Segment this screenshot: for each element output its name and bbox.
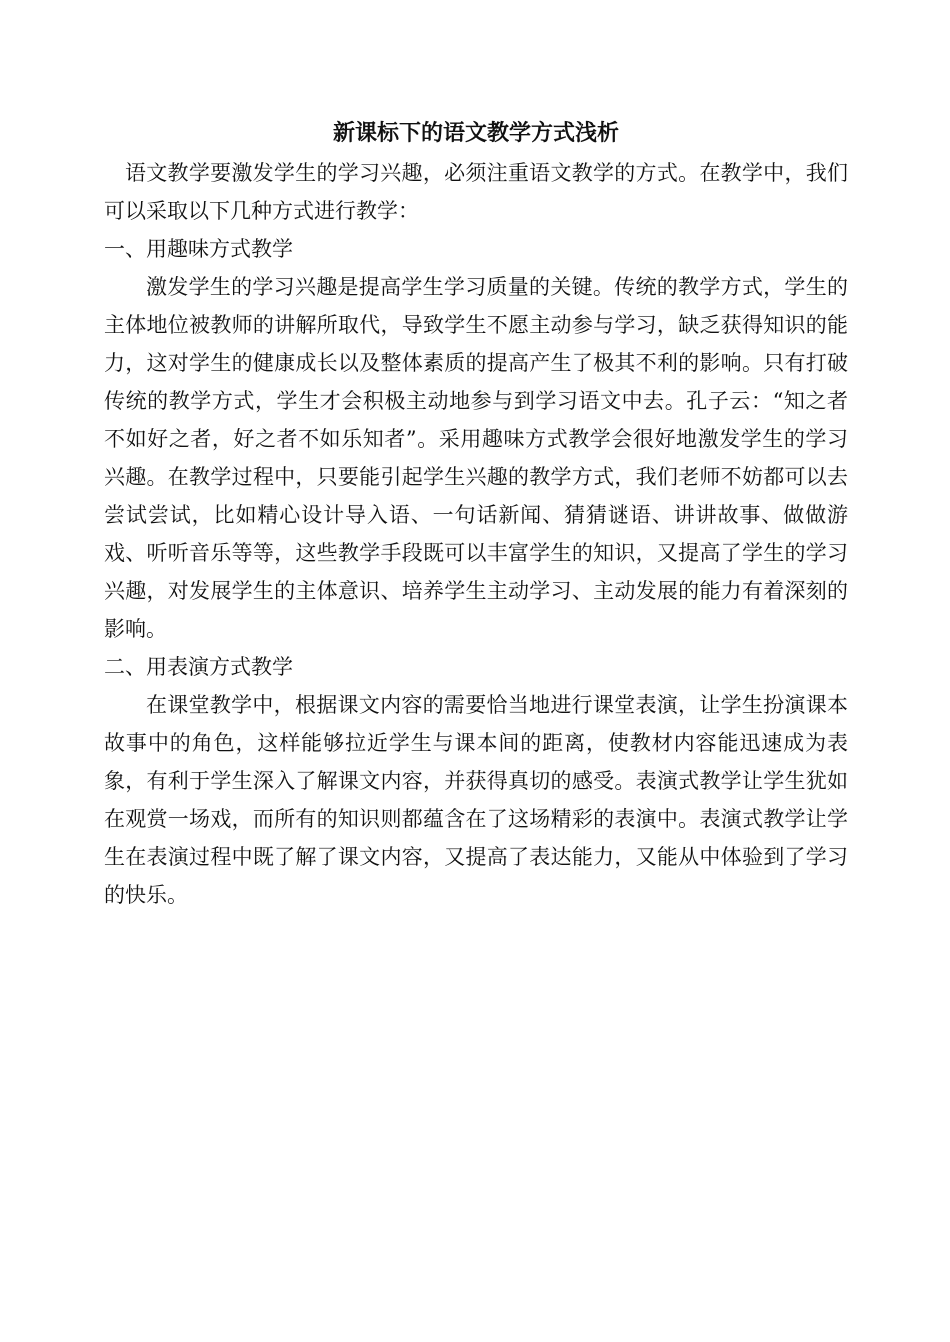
intro-paragraph: 语文教学要激发学生的学习兴趣，必须注重语文教学的方式。在教学中，我们可以采取以下几种方式进行教学： bbox=[104, 161, 848, 223]
document-content bbox=[104, 112, 848, 914]
document-title: 新课标下的语文教学方式浅析 bbox=[332, 120, 619, 146]
section-2-body: 在课堂教学中，根据课文内容的需要恰当地进行课堂表演，让学生扮演课本故事中的角色，这样能够拉近学生与课本间的距离，使教材内容能迅速成为表象，有利于学生深入了解课文内容，并获得真切的感受。表演式教学让学生犹如在观赏一场戏，而所有的知识则都蕴含在了这场精彩的表演中。表演式教学让学生在表演过程中既了解了课文内容，又提高了表达能力，又能从中体验到了学习的快乐。 bbox=[104, 693, 848, 907]
section-2-heading: 二、用表演方式教学 bbox=[104, 655, 293, 679]
section-1-heading: 一、用趣味方式教学 bbox=[104, 237, 293, 261]
section-1-body: 激发学生的学习兴趣是提高学生学习质量的关键。传统的教学方式，学生的主体地位被教师的讲解所取代，导致学生不愿主动参与学习，缺乏获得知识的能力，这对学生的健康成长以及整体素质的提高产生了极其不利的影响。只有打破传统的教学方式，学生才会积极主动地参与到学习语文中去。孔子云：“知之者不如好之者，好之者不如乐知者”。采用趣味方式教学会很好地激发学生的学习兴趣。在教学过程中，只要能引起学生兴趣的教学方式，我们老师不妨都可以去尝试尝试，比如精心设计导入语、一句话新闻、猜猜谜语、讲讲故事、做做游戏、听听音乐等等，这些教学手段既可以丰富学生的知识，又提高了学生的学习兴趣，对发展学生的主体意识、培养学生主动学习、主动发展的能力有着深刻的影响。 bbox=[104, 275, 848, 641]
